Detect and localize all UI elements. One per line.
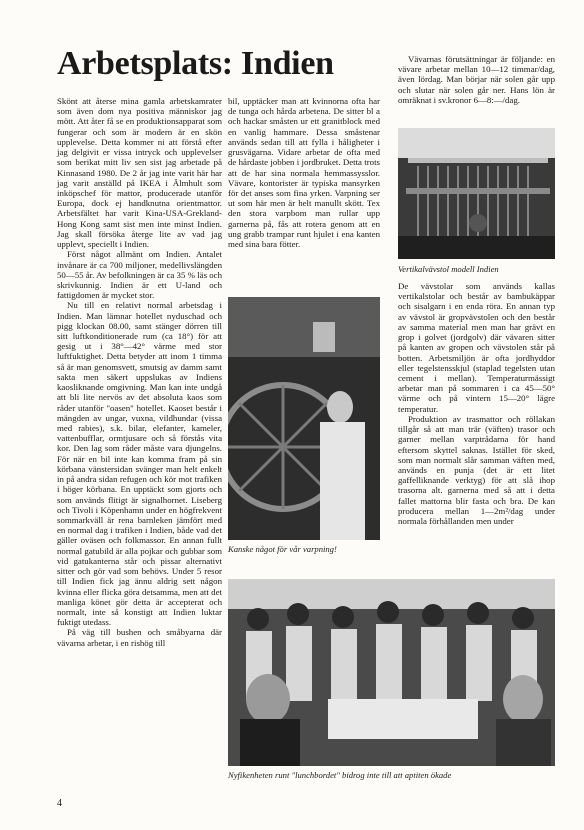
paragraph: Först något allmänt om Indien. Antalet invånare är ca 700 miljoner, medellivslängden 50—55 år. Av befolkningen är ca 35 % läs och skrivkunnig. Indien är ett U-land och fattigdomen är mycket stor. <box>57 249 222 301</box>
loom-caption: Vertikalvävstol modell Indien <box>398 264 499 274</box>
body-column-3-top <box>398 54 555 105</box>
paragraph: Nu till en relativt normal arbetsdag i Indien. Man lämnar hotellet nyduschad och pigg klockan 08.00, samt stänger dörren till sitt luftkonditionerade rum (ca 18°) för att gesig ut i 38°—42° värme med stor luftfuktighet. Detta betyder att inom 1 timma så är man genomsvett, smutsig av damm samt sakta men säkert uppslukas av Indiens kaosliknande omgivning. Man kan inte undgå att bli lite nervös av det absoluta kaos som råder utanför "oasen" hotellet. Kaoset består i mängden av ungar, vuxna, vildhundar (vissa med rabies), s.k. bilar, elefanter, kameler, vattenbufflar, ormtjusare och så förstås vita kor. Den lag som råder måste vara djungelns. För när en bil inte kan komma fram på sin körbana vänstersidan svänger man helt enkelt in på andra sidan refugen och kör mot trafiken i höger körbana. En upptäckt som gjorts och som används flitigt är signalhornet. Liseberg och Tivoli i Köpenhamn under en högfrekvent sommarkväll är rena barnleken jämfört med en normal dag i trafiken i Indien, både vad det gäller oväsen och folkmassor. En annan fullt normal gatubild är alla pojkar och gubbar som vid gatukanterna står och pissar alternativt sitter och gör vad som behövs. Under 5 resor till Indien fick jag ännu aldrig sett någon kvinna eller flicka göra detsamma, men att det manliga könet gör detta är accepterat och normalt, inte så konstigt att Indien luktar fuktigt utedass. <box>57 300 222 628</box>
paragraph: Skönt att återse mina gamla arbetskamrater som även dom nya positiva människor jag mött. Att åter få se en produktionsapparat som fungerar och som är modern är en skön upplevelse. Detta kommer ni att förstå efter jag delgivit er vissa intryck och upplevelser som berikat mitt liv sen sist jag arbetade på Kinnasand 1980. De 2 år jag inte varit här har jag varit anställd på IKEA i Älmhult som inköpschef för mattor, producerade utanför Europa, dock ej handknutna orientmattor. Arbetsfältet har varit Kina-USA-Grekland-Hong Kong samt sist men inte minst Indien. Jag skall försöka återge lite av vad jag upplevt, speciellt i Indien. <box>57 96 222 250</box>
warping-photo <box>228 297 380 540</box>
paragraph: På väg till bushen och småbyarna där vävarna arbetar, i en rishög till <box>57 627 222 648</box>
page-number: 4 <box>57 798 62 809</box>
warping-illustration <box>228 297 380 540</box>
article-title: Arbetsplats: Indien <box>57 45 334 82</box>
paragraph: Vävarnas förutsättningar är följande: en vävare arbetar mellan 10—12 timmar/dag, även lördag. Man börjar när solen går upp och slutar när solen går ner. Hans lön är omräknat i sv.kronor 6—8:—/dag. <box>398 54 555 105</box>
crowd-photo <box>228 579 555 766</box>
loom-illustration <box>398 128 555 259</box>
paragraph: Produktion av trasmattor och röllakan tillgår så att man trär (väften) trasor och garner mellan varptrådarna för hand eftersom skyttel saknas. Istället för sked, som man normalt slår samman väften med, används en punja (det är ett litet gaffelliknande verktyg) för att slå ihop trasorna alt. garnerna med så att i detta fallet mattorna blir fasta och bra. De kan producera mellan 1—2m²/dag under normala förhållanden men under <box>398 413 555 527</box>
body-column-2 <box>228 96 380 249</box>
body-column-3 <box>398 281 555 526</box>
paragraph: De vävstolar som används kallas vertikalstolar och består av bambukäppar och sisalgarn i en enda röra. En annan typ av vävstol är gropvävstolen och den består av samma material men man har grävt en grop i golvet (jordgolv) där vävaren sitter på kanten av gropen och vävstolen står på botten. Arbetsmiljön är ofta jordhyddor eller tegelstensskjul (staplad tegelsten utan cement i mellan). Temperaturmässigt arbetar man på sommaren i ca 45—50° värme och på vintern 15—20° lägre temperatur. <box>398 281 555 414</box>
paragraph: bil, upptäcker man att kvinnorna ofta har de tunga och hårda arbetena. De sitter bl a och hackar småsten ur ett granitblock med en vanlig hammare. Dessa småstenar används sedan till att fylla i håligheter i grusvägarna. Vidare arbetar de ofta med de hårdaste jobben i jordbruket. Detta trots att de har sina normala hemmassysslor. Vävare, kontorister är typiska mansyrken för det anses som fina yrken. Varpning ser ut som här men är helt manullt skött. Tex den stora varpbom man rullar upp garnerna på, fås att rotera genom att en ung grabb trampar runt hjulet i ena kanten med sina bara fötter. <box>228 96 380 250</box>
body-column-1 <box>57 96 222 648</box>
warping-caption: Kanske något för vår varpning! <box>228 544 337 554</box>
loom-photo <box>398 128 555 259</box>
crowd-illustration <box>228 579 555 766</box>
crowd-caption: Nyfikenheten runt "lunchbordet" bidrog inte till att aptiten ökade <box>228 770 452 780</box>
